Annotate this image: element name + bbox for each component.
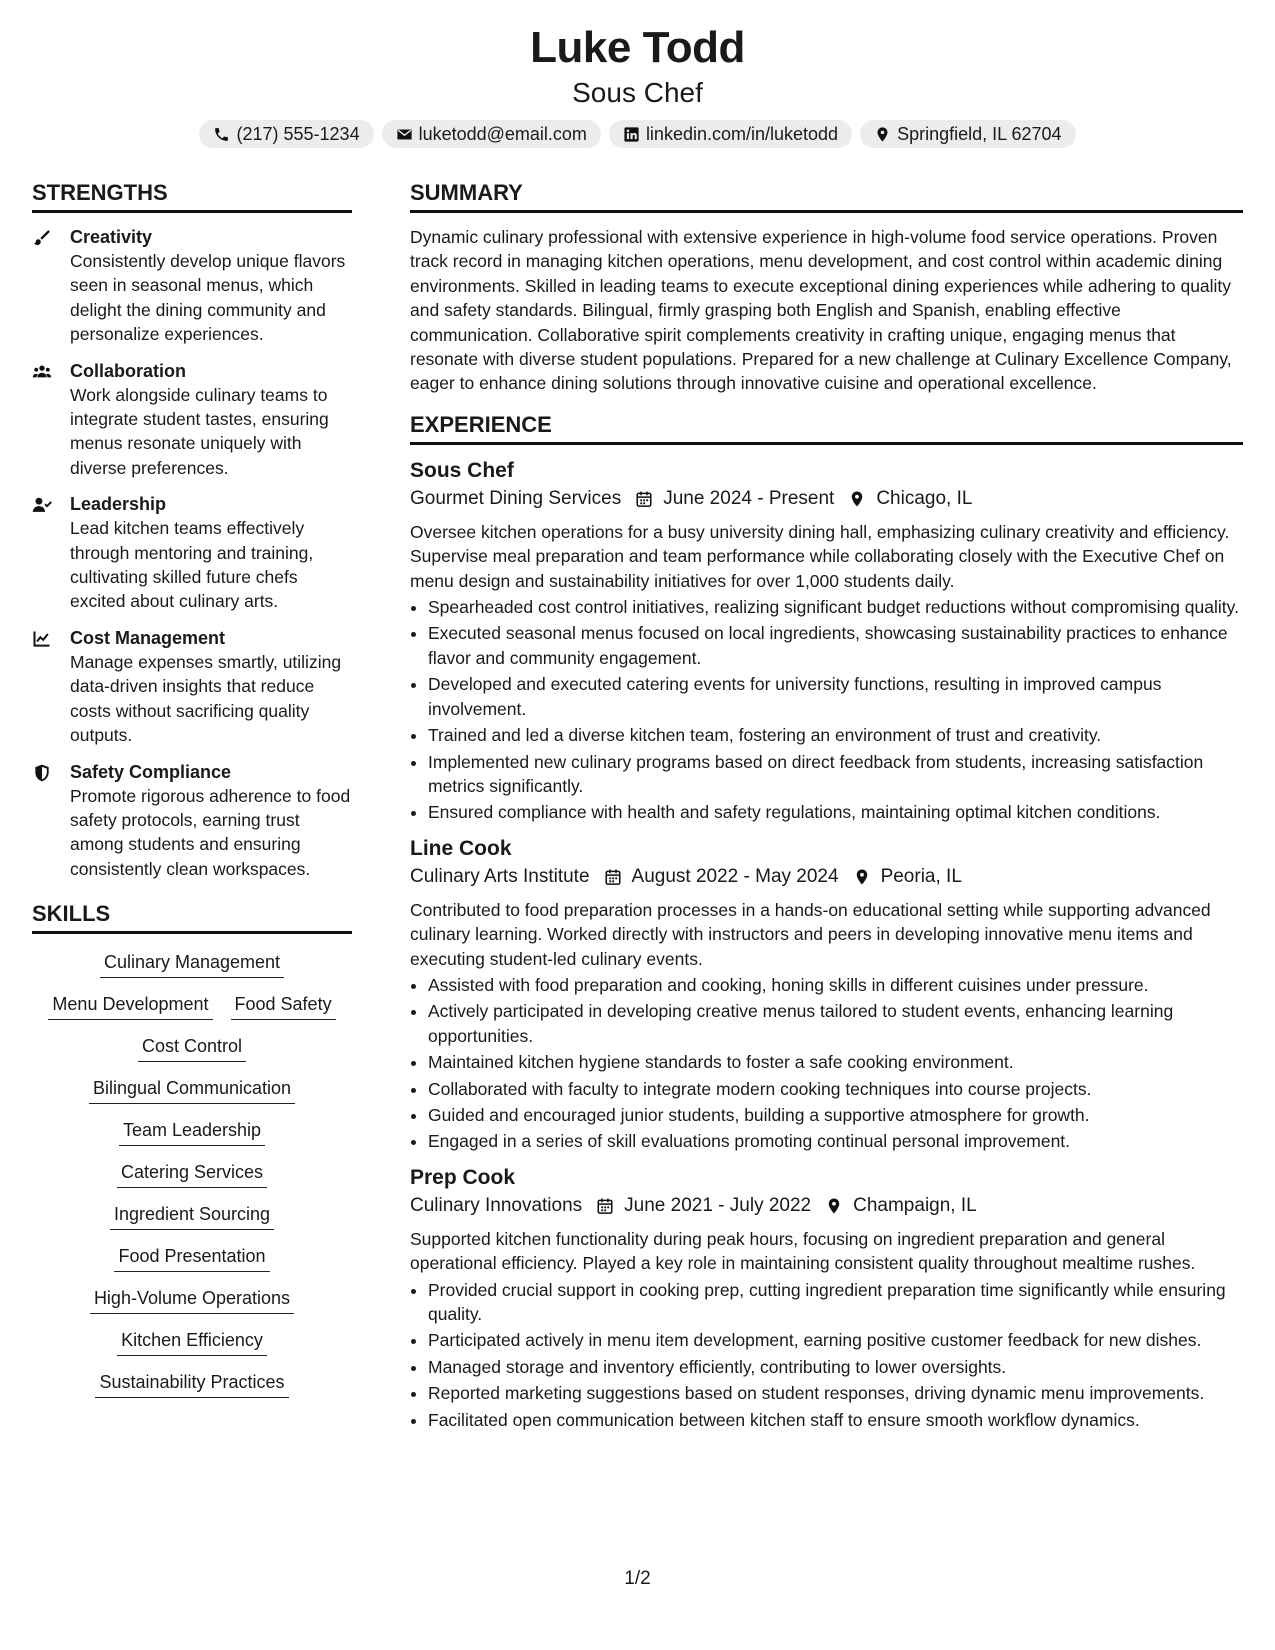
right-column bbox=[410, 180, 1243, 1442]
calendar-icon bbox=[604, 868, 622, 886]
strength-desc: Consistently develop unique flavors seen in seasonal menus, which delight the dining community and personalize experiences. bbox=[70, 251, 346, 345]
job-title: Prep Cook bbox=[410, 1165, 516, 1189]
strength-item bbox=[32, 760, 352, 882]
strength-name: Safety Compliance bbox=[70, 761, 232, 782]
strength-name: Collaboration bbox=[70, 360, 186, 381]
strength-item bbox=[32, 359, 352, 481]
job-bullet: • Developed and executed catering events for university functions, resulting in improved campus involvement. bbox=[428, 672, 1243, 721]
job-bullet: • Collaborated with faculty to integrate modern cooking techniques into course projects. bbox=[428, 1077, 1243, 1101]
job-meta bbox=[410, 485, 1243, 513]
job-bullet: • Implemented new culinary programs based on direct feedback from students, increasing satisfaction metrics significantly. bbox=[428, 750, 1243, 799]
job-bullets bbox=[410, 595, 1243, 825]
map-pin-icon bbox=[848, 490, 866, 508]
job-entry bbox=[410, 1164, 1243, 1432]
skill-tag: Bilingual Communication bbox=[89, 1076, 295, 1104]
strength-name: Cost Management bbox=[70, 627, 226, 648]
calendar-icon bbox=[635, 490, 653, 508]
contact-phone[interactable] bbox=[199, 120, 373, 148]
strength-item bbox=[32, 225, 352, 347]
job-bullet: • Executed seasonal menus focused on local ingredients, showcasing sustainability practices to enhance flavor and community engagement. bbox=[428, 621, 1243, 670]
strength-desc: Lead kitchen teams effectively through mentoring and training, cultivating skilled future chefs excited about culinary arts. bbox=[70, 518, 314, 612]
skill-tag: Sustainability Practices bbox=[95, 1370, 288, 1398]
skill-tag: Ingredient Sourcing bbox=[110, 1202, 274, 1230]
job-bullets bbox=[410, 973, 1243, 1154]
skill-tag: Catering Services bbox=[117, 1160, 267, 1188]
job-location: Chicago, IL bbox=[876, 487, 973, 509]
map-pin-icon bbox=[853, 868, 871, 886]
skill-tag: Cost Control bbox=[138, 1034, 246, 1062]
brush-icon bbox=[32, 228, 52, 248]
skill-tag: Menu Development bbox=[48, 992, 212, 1020]
strength-name: Creativity bbox=[70, 227, 153, 247]
strength-desc: Manage expenses smartly, utilizing data-driven insights that reduce costs without sacrificing quality outputs. bbox=[70, 651, 342, 746]
left-column bbox=[32, 180, 352, 1442]
linkedin-icon bbox=[623, 126, 640, 143]
job-dates: June 2021 - July 2022 bbox=[624, 1194, 812, 1216]
candidate-title: Sous Chef bbox=[572, 77, 703, 108]
skills-heading: SKILLS bbox=[32, 901, 352, 934]
envelope-icon bbox=[396, 126, 413, 143]
job-meta bbox=[410, 1192, 1243, 1220]
job-bullet: • Spearheaded cost control initiatives, realizing significant budget reductions without compromising quality. bbox=[428, 595, 1243, 619]
job-bullet: • Engaged in a series of skill evaluations promoting continual personal improvement. bbox=[428, 1129, 1243, 1153]
job-location: Champaign, IL bbox=[853, 1194, 977, 1216]
job-bullet: • Managed storage and inventory efficiently, contributing to lower oversights. bbox=[428, 1355, 1243, 1379]
page-number: 1/2 bbox=[624, 1568, 651, 1589]
skill-tag: Food Safety bbox=[231, 992, 336, 1020]
job-bullet: • Actively participated in developing creative menus tailored to student events, enhancing learning opportunities. bbox=[428, 999, 1243, 1048]
shield-icon bbox=[32, 763, 52, 783]
location-text: Springfield, IL 62704 bbox=[897, 124, 1062, 144]
strength-item bbox=[32, 492, 352, 614]
map-pin-icon bbox=[874, 126, 891, 143]
job-entry bbox=[410, 457, 1243, 825]
job-bullets bbox=[410, 1278, 1243, 1432]
skill-tag: High-Volume Operations bbox=[90, 1286, 294, 1314]
job-company: Gourmet Dining Services bbox=[410, 487, 622, 509]
calendar-icon bbox=[596, 1197, 614, 1215]
email-text: luketodd@email.com bbox=[418, 124, 587, 144]
candidate-name: Luke Todd bbox=[530, 23, 745, 72]
job-title: Sous Chef bbox=[410, 458, 514, 482]
users-icon bbox=[32, 362, 52, 382]
strength-item bbox=[32, 626, 352, 748]
strength-desc: Promote rigorous adherence to food safety protocols, earning trust among students and ensuring consistently clean workspaces. bbox=[70, 785, 351, 879]
job-bullet: • Provided crucial support in cooking prep, cutting ingredient preparation time significantly while ensuring quality. bbox=[428, 1278, 1243, 1327]
contact-bar bbox=[0, 120, 1275, 148]
strengths-heading: STRENGTHS bbox=[32, 180, 352, 213]
resume-body bbox=[32, 180, 1243, 1442]
skills-list bbox=[32, 946, 352, 1398]
job-company: Culinary Innovations bbox=[410, 1194, 583, 1216]
skill-tag: Culinary Management bbox=[100, 950, 284, 978]
job-bullet: • Facilitated open communication between kitchen staff to ensure smooth workflow dynamics. bbox=[428, 1408, 1243, 1432]
job-description: Supported kitchen functionality during peak hours, focusing on ingredient preparation and general operational efficiency. Played a key role in maintaining consistent quality throughout mealtime rushes. bbox=[410, 1228, 1196, 1274]
strength-desc: Work alongside culinary teams to integrate student tastes, ensuring menus resonate uniquely with diverse preferences. bbox=[70, 384, 329, 478]
job-bullet: • Assisted with food preparation and cooking, honing skills in different cuisines under pressure. bbox=[428, 973, 1243, 997]
skill-tag: Food Presentation bbox=[114, 1244, 269, 1272]
skill-tag: Team Leadership bbox=[119, 1118, 265, 1146]
job-bullet: • Ensured compliance with health and safety regulations, maintaining optimal kitchen conditions. bbox=[428, 800, 1243, 824]
job-description: Oversee kitchen operations for a busy university dining hall, emphasizing culinary creativity and efficiency. Supervise meal preparation and team performance while collaborating closely with the Executive Chef on menu design and sustainability initiatives for over 1,000 students daily. bbox=[410, 521, 1230, 591]
chart-line-icon bbox=[32, 629, 52, 649]
job-description: Contributed to food preparation processes in a hands-on educational setting while supporting advanced culinary learning. Worked directly with instructors and peers in developing innovative menu items and executing student-led culinary events. bbox=[410, 899, 1211, 969]
job-bullet: • Maintained kitchen hygiene standards to foster a safe cooking environment. bbox=[428, 1050, 1243, 1074]
job-dates: June 2024 - Present bbox=[663, 487, 835, 509]
experience-heading: EXPERIENCE bbox=[410, 412, 1243, 445]
job-location: Peoria, IL bbox=[880, 865, 962, 887]
contact-linkedin[interactable] bbox=[609, 120, 852, 148]
skill-tag: Kitchen Efficiency bbox=[117, 1328, 267, 1356]
strength-name: Leadership bbox=[70, 494, 167, 515]
job-bullet: • Trained and led a diverse kitchen team, fostering an environment of trust and creativity. bbox=[428, 723, 1243, 747]
phone-text: (217) 555-1234 bbox=[236, 124, 360, 144]
summary-heading: SUMMARY bbox=[410, 180, 1243, 213]
map-pin-icon bbox=[825, 1197, 843, 1215]
job-meta bbox=[410, 863, 1243, 891]
contact-email[interactable] bbox=[382, 120, 601, 148]
job-bullet: • Participated actively in menu item development, earning positive customer feedback for new dishes. bbox=[428, 1328, 1243, 1352]
job-title: Line Cook bbox=[410, 836, 512, 860]
job-bullet: • Guided and encouraged junior students, building a supportive atmosphere for growth. bbox=[428, 1103, 1243, 1127]
resume-header bbox=[0, 0, 1275, 148]
job-entry bbox=[410, 835, 1243, 1154]
contact-location[interactable] bbox=[860, 120, 1075, 148]
phone-icon bbox=[213, 126, 230, 143]
linkedin-text: linkedin.com/in/luketodd bbox=[645, 124, 839, 144]
job-company: Culinary Arts Institute bbox=[410, 865, 590, 887]
summary-text: Dynamic culinary professional with extensive experience in high-volume food service operations. Proven track record in managing kitchen operations, menu development, and cost control within academic dining environments. Skilled in leading teams to execute exceptional dining experiences while adhering to quality and safety standards. Bilingual, firmly grasping both English and Spanish, enabling effective communication. Collaborative spirit complements creativity in crafting unique, engaging menus that resonate with diverse student populations. Prepared for a new challenge at Culinary Excellence Company, eager to enhance dining solutions through innovative cuisine and operational excellence. bbox=[410, 227, 1232, 394]
job-bullet: • Reported marketing suggestions based on student responses, driving dynamic menu improvements. bbox=[428, 1381, 1243, 1405]
job-dates: August 2022 - May 2024 bbox=[631, 865, 839, 887]
user-check-icon bbox=[32, 495, 52, 515]
